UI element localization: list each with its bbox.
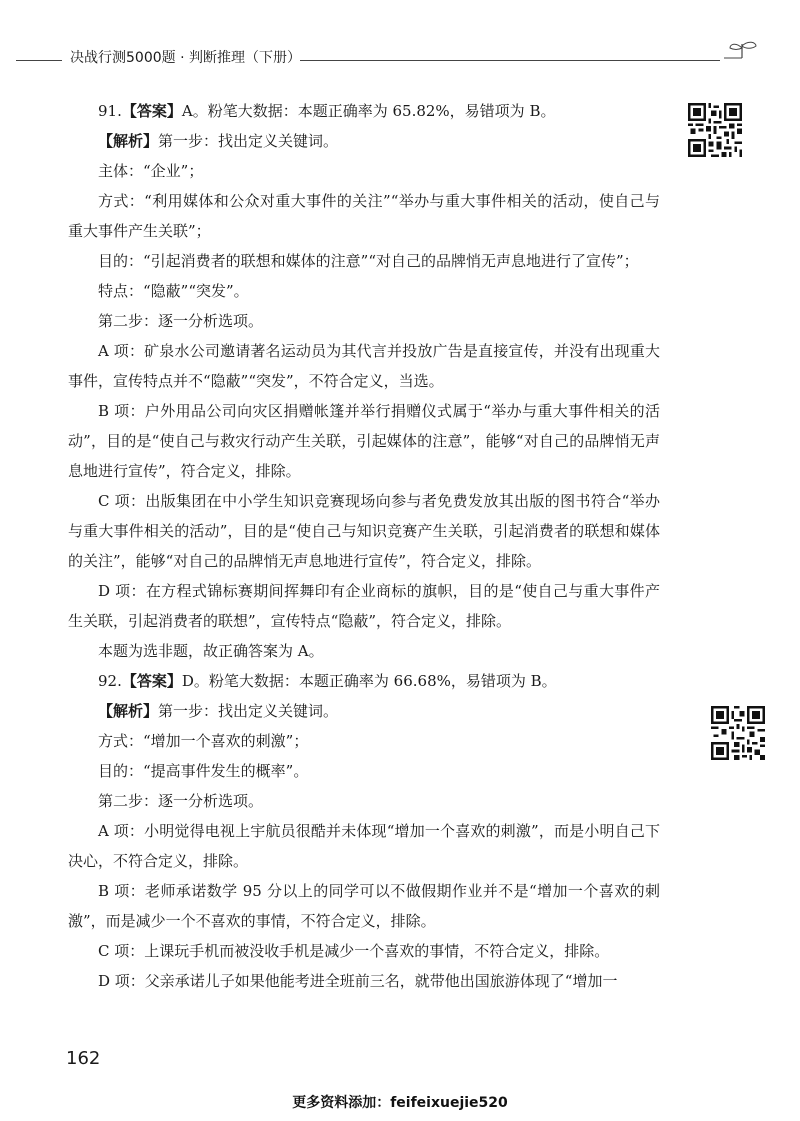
q92-option-d: D 项：父亲承诺儿子如果他能考进全班前三名，就带他出国旅游体现了“增加一 [98,972,618,990]
q91-option-b: B 项：户外用品公司向灾区捐赠帐篷并举行捐赠仪式属于“举办与重大事件相关的活动”，目的是“使自己与救灾行动产生关联，引起媒体的注意”，能够“对自己的品牌悄无声息地进行宣传”，符合定义，排除。 [68,402,660,480]
qr-code-icon [711,706,765,760]
q91-option-a: A 项：矿泉水公司邀请著名运动员为其代言并投放广告是直接宣传，并没有出现重大事件，宣传特点并不“隐蔽”“突发”，不符合定义，当选。 [68,342,660,390]
answer-label: 【答案】 [121,102,182,120]
q92-method: 方式：“增加一个喜欢的刺激”； [98,732,309,750]
q92-step1: 第一步：找出定义关键词。 [158,702,339,720]
q92-option-b: B 项：老师承诺数学 95 分以上的同学可以不做假期作业并不是“增加一个喜欢的刺激”，而是减少一个不喜欢的事情，不符合定义，排除。 [68,882,660,930]
analysis-label: 【解析】 [98,132,159,150]
q91-option-d: D 项：在方程式锦标赛期间挥舞印有企业商标的旗帜，目的是“使自己与重大事件产生关联，引起消费者的联想”，宣传特点“隐蔽”，符合定义，排除。 [68,582,660,630]
q91-purpose: 目的：“引起消费者的联想和媒体的注意”“对自己的品牌悄无声息地进行了宣传”； [98,252,639,270]
q92-option-a: A 项：小明觉得电视上宇航员很酷并未体现“增加一个喜欢的刺激”，而是小明自己下决心，不符合定义，排除。 [68,822,660,870]
q91-number: 91. [98,102,122,120]
q92-answer-line [68,666,660,696]
q92-answer: D。粉笔大数据：本题正确率为 66.68%，易错项为 B。 [181,672,557,690]
q92-step2: 第二步：逐一分析选项。 [98,792,264,810]
page-header [0,44,800,74]
q91-answer: A。粉笔大数据：本题正确率为 65.82%，易错项为 B。 [181,102,556,120]
header-rule-right [300,60,720,61]
q91-method: 方式：“利用媒体和公众对重大事件的关注”“举办与重大事件相关的活动，使自己与重大事件产生关联”； [68,192,660,240]
q91-analysis-line [68,126,660,156]
page-body [68,96,660,996]
q91-option-c: C 项：出版集团在中小学生知识竞赛现场向参与者免费发放其出版的图书符合“举办与重大事件相关的活动”，目的是“使自己与知识竞赛产生关联，引起消费者的联想和媒体的关注”，能够“对自己的品牌悄无声息地进行宣传”，符合定义，排除。 [68,492,660,570]
q91-step1: 第一步：找出定义关键词。 [158,132,339,150]
q92-number: 92. [98,672,122,690]
q92-purpose: 目的：“提高事件发生的概率”。 [98,762,309,780]
footer-note: 更多资料添加：feifeixuejie520 [292,1095,508,1111]
q91-step2: 第二步：逐一分析选项。 [98,312,264,330]
header-rule-left [16,60,62,61]
q91-conclusion: 本题为选非题，故正确答案为 A。 [98,642,324,660]
analysis-label: 【解析】 [98,702,159,720]
q91-feature: 特点：“隐蔽”“突发”。 [98,282,249,300]
q92-option-c: C 项：上课玩手机而被没收手机是减少一个喜欢的事情，不符合定义，排除。 [98,942,610,960]
q91-answer-line [68,96,660,126]
sprout-icon [722,38,762,68]
q92-analysis-line [68,696,660,726]
q91-subject: 主体：“企业”； [98,162,204,180]
page-number: 162 [66,1048,101,1069]
qr-code-icon [688,103,742,157]
book-title: 决战行测5000题 · 判断推理（下册） [70,50,301,66]
answer-label: 【答案】 [121,672,182,690]
